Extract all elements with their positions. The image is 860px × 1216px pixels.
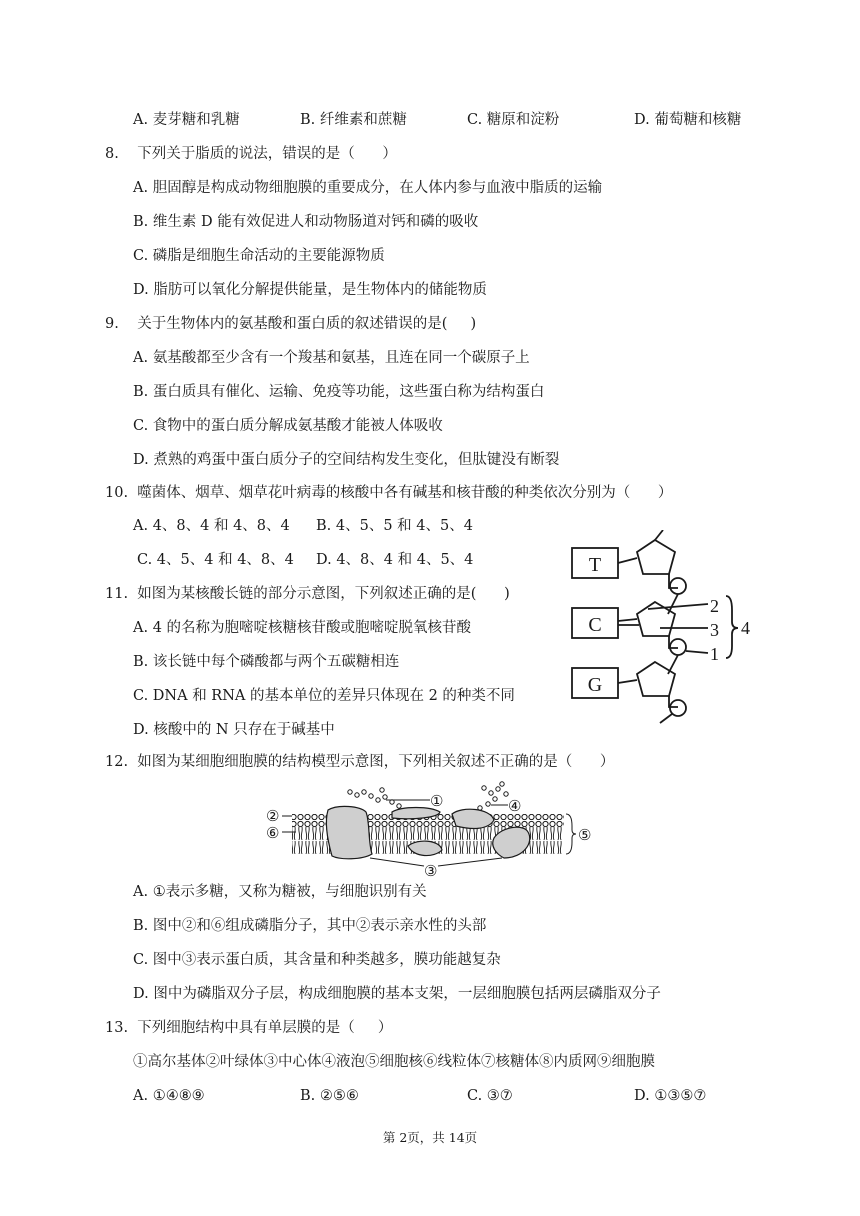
q10-option-c: C. 4、5、4 和 4、8、4 (137, 552, 294, 568)
page-footer: 第 2页，共 14页 (382, 1130, 478, 1145)
q12-option-a: A. ①表示多糖，又称为糖被，与细胞识别有关 (133, 884, 427, 900)
q8-option-a: A. 胆固醇是构成动物细胞膜的重要成分，在人体内参与血液中脂质的运输 (133, 180, 603, 196)
q7-option-b: B. 纤维素和蔗糖 (300, 112, 407, 128)
q12-option-b: B. 图中②和⑥组成磷脂分子，其中②表示亲水性的头部 (133, 918, 487, 934)
base-label-g: G (587, 674, 603, 696)
phosphate-2 (670, 639, 686, 655)
q13-option-a: A. ①④⑧⑨ (133, 1088, 205, 1104)
q10-option-b: B. 4、5、5 和 4、5、4 (316, 518, 473, 534)
label-circle-3: ③ (424, 864, 438, 880)
q10-option-d: D. 4、8、4 和 4、5、4 (316, 552, 474, 568)
nucleic-acid-figure (560, 530, 760, 730)
cell-membrane-figure (262, 780, 607, 880)
q9-option-c: C. 食物中的蛋白质分解成氨基酸才能被人体吸收 (133, 418, 443, 434)
q12-option-c: C. 图中③表示蛋白质，其含量和种类越多，膜功能越复杂 (133, 952, 501, 968)
q11-option-a: A. 4 的名称为胞嘧啶核糖核苷酸或胞嘧啶脱氧核苷酸 (133, 620, 472, 636)
sugar-1 (637, 540, 675, 574)
protein-left (326, 806, 372, 858)
q13-option-b: B. ②⑤⑥ (300, 1088, 359, 1104)
q13-option-c: C. ③⑦ (467, 1088, 513, 1104)
label-circle-4: ④ (508, 799, 522, 815)
q12-option-d: D. 图中为磷脂双分子层，构成细胞膜的基本支架，一层细胞膜包括两层磷脂双分子 (133, 986, 661, 1002)
q8-stem: 8. 下列关于脂质的说法，错误的是（ ） (105, 146, 397, 162)
label-circle-1: ① (430, 794, 444, 810)
sugar-3 (637, 662, 675, 696)
q8-option-c: C. 磷脂是细胞生命活动的主要能源物质 (133, 248, 385, 264)
q7-option-a: A. 麦芽糖和乳糖 (133, 112, 240, 128)
phosphate-1 (670, 578, 686, 594)
q11-option-c: C. DNA 和 RNA 的基本单位的差异只体现在 2 的种类不同 (133, 688, 515, 704)
label-4: 4 (741, 618, 750, 638)
q12-stem: 12. 如图为某细胞细胞膜的结构模型示意图，下列相关叙述不正确的是（ ） (105, 754, 615, 770)
q10-stem: 10. 噬菌体、烟草、烟草花叶病毒的核酸中各有碱基和核苷酸的种类依次分别为（ ） (105, 485, 673, 501)
label-2: 2 (710, 596, 719, 616)
q11-option-d: D. 核酸中的 N 只存在于碱基中 (133, 722, 335, 738)
label-circle-2: ② (266, 809, 280, 825)
label-1: 1 (710, 644, 719, 664)
q13-stem: 13. 下列细胞结构中具有单层膜的是（ ） (105, 1020, 393, 1036)
q11-stem: 11. 如图为某核酸长链的部分示意图，下列叙述正确的是( ) (105, 586, 510, 602)
label-3: 3 (710, 620, 719, 640)
q13-list: ①高尔基体②叶绿体③中心体④液泡⑤细胞核⑥线粒体⑦核糖体⑧内质网⑨细胞膜 (133, 1054, 655, 1070)
base-label-c: C (588, 614, 602, 636)
q9-option-a: A. 氨基酸都至少含有一个羧基和氨基，且连在同一个碳原子上 (133, 350, 530, 366)
q8-option-d: D. 脂肪可以氧化分解提供能量，是生物体内的储能物质 (133, 282, 487, 298)
q7-option-c: C. 糖原和淀粉 (467, 112, 560, 128)
q8-option-b: B. 维生素 D 能有效促进人和动物肠道对钙和磷的吸收 (133, 214, 479, 230)
label-circle-5: ⑤ (578, 828, 592, 844)
base-label-t: T (588, 554, 602, 576)
q7-option-d: D. 葡萄糖和核糖 (634, 112, 742, 128)
protein-right-top (452, 809, 494, 828)
q11-option-b: B. 该长链中每个磷酸都与两个五碳糖相连 (133, 654, 400, 670)
label-circle-6: ⑥ (266, 826, 280, 842)
phosphate-3 (670, 700, 686, 716)
q13-option-d: D. ①③⑤⑦ (634, 1088, 707, 1104)
q9-stem: 9. 关于生物体内的氨基酸和蛋白质的叙述错误的是( ) (105, 316, 477, 332)
q9-option-d: D. 煮熟的鸡蛋中蛋白质分子的空间结构发生变化，但肽键没有断裂 (133, 452, 560, 468)
q10-option-a: A. 4、8、4 和 4、8、4 (133, 518, 290, 534)
q9-option-b: B. 蛋白质具有催化、运输、免疫等功能，这些蛋白称为结构蛋白 (133, 384, 545, 400)
